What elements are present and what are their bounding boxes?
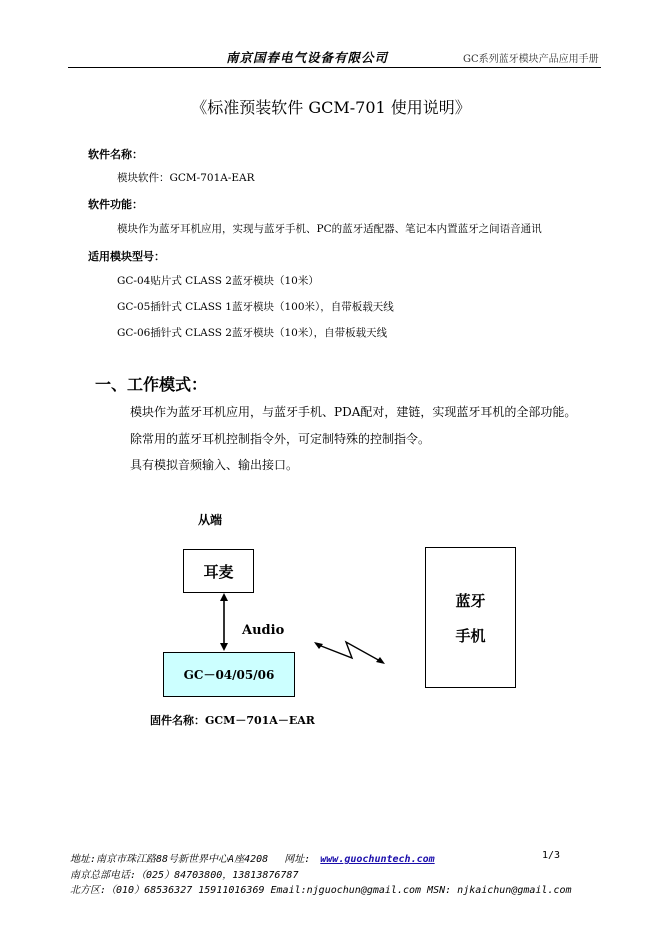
model-item: GC-05插针式 CLASS 1蓝牙模块（100米），自带板载天线 (117, 301, 394, 313)
header-manual-title: GC系列蓝牙模块产品应用手册 (463, 54, 599, 65)
phone-label-line2: 手机 (455, 626, 486, 645)
phone-box (425, 547, 516, 688)
footer-website-link[interactable]: www.guochuntech.com (320, 854, 435, 865)
footer-address-line (70, 850, 435, 865)
applicable-models-label: 适用模块型号： (88, 250, 165, 263)
footer-phone: 南京总部电话:（025）84703800，13813876787 (70, 870, 299, 881)
work-mode-line: 具有模拟音频输入、输出接口。 (130, 458, 299, 472)
document-title: 《标准预装软件 GCM-701 使用说明》 (191, 98, 471, 117)
module-label: GC－04/05/06 (183, 668, 275, 682)
firmware-name: 固件名称：GCM－701A－EAR (150, 714, 315, 727)
module-box (163, 652, 295, 697)
footer-page-number: 1/3 (542, 850, 561, 861)
footer-address: 地址:南京市珠江路88号新世界中心A座4208 (70, 854, 269, 865)
diagram-audio-label: Audio (242, 623, 285, 638)
section-work-mode-title: 一、工作模式： (95, 375, 208, 394)
software-name-value: 模块软件：GCM-701A-EAR (117, 172, 255, 184)
headset-label: 耳麦 (203, 562, 234, 581)
header-company: 南京国春电气设备有限公司 (226, 50, 389, 65)
software-name-label: 软件名称： (88, 148, 143, 161)
diagram-slave-label: 从端 (198, 513, 223, 527)
phone-label-line1: 蓝牙 (455, 591, 486, 610)
work-mode-line: 模块作为蓝牙耳机应用，与蓝牙手机、PDA配对，建链，实现蓝牙耳机的全部功能。 (130, 405, 577, 419)
headset-box (183, 549, 254, 593)
header-divider (68, 67, 601, 68)
model-item: GC-06插针式 CLASS 2蓝牙模块（10米），自带板载天线 (117, 327, 388, 339)
software-function-value: 模块作为蓝牙耳机应用，实现与蓝牙手机、PC的蓝牙适配器、笔记本内置蓝牙之间语音通讯 (117, 223, 542, 235)
footer-north-region: 北方区:（010）68536327 15911016369 Email:njguochun@gmail.com MSN: njkaichun@gmail.com (70, 885, 572, 896)
audio-link-arrow (214, 592, 234, 652)
software-function-label: 软件功能： (88, 198, 143, 211)
work-mode-line: 除常用的蓝牙耳机控制指令外，可定制特殊的控制指令。 (130, 432, 431, 446)
footer-site-label: 网址: (284, 854, 311, 865)
wireless-link-icon (310, 636, 390, 668)
model-item: GC-04贴片式 CLASS 2蓝牙模块（10米） (117, 275, 319, 287)
